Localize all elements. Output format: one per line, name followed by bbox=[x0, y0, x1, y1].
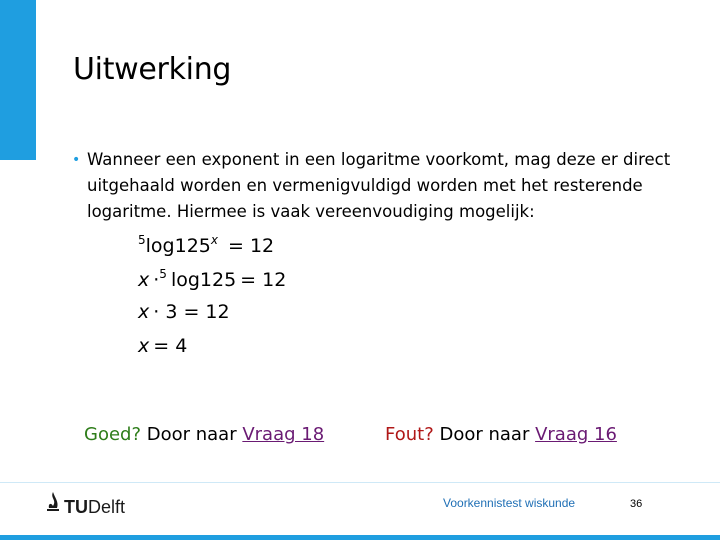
logo-delft-text: Delft bbox=[88, 497, 126, 517]
correct-prompt: Door naar bbox=[141, 424, 243, 445]
link-vraag-16[interactable]: Vraag 16 bbox=[535, 424, 617, 445]
correct-answer-row bbox=[84, 424, 324, 445]
multiply-dot: · bbox=[153, 269, 160, 291]
log-base: 5 bbox=[159, 267, 167, 281]
link-vraag-18[interactable]: Vraag 18 bbox=[242, 424, 325, 445]
math-derivation bbox=[138, 233, 286, 369]
logo-tu-text: TU bbox=[64, 497, 88, 517]
correct-label: Goed? bbox=[84, 424, 142, 445]
bullet-paragraph bbox=[72, 147, 692, 225]
variable: x bbox=[138, 301, 150, 323]
exponent: x bbox=[210, 233, 218, 247]
page-number: 36 bbox=[630, 498, 643, 510]
rhs: = 12 bbox=[227, 235, 275, 257]
expression: = 4 bbox=[153, 335, 188, 357]
wrong-prompt: Door naar bbox=[433, 424, 536, 445]
bullet-text: Wanneer een exponent in een logaritme voorkomt, mag deze er direct uitgehaald worden en vermenigvuldigd worden met het resterende logaritme. Hiermee is vaak vereenvoudiging mogelijk: bbox=[87, 150, 671, 221]
math-line-2 bbox=[138, 267, 286, 301]
wrong-label: Fout? bbox=[385, 424, 434, 445]
math-line-3 bbox=[138, 301, 286, 335]
tu-delft-logo bbox=[44, 488, 125, 518]
rhs: = 12 bbox=[240, 269, 287, 291]
log-expression: log125 bbox=[170, 269, 237, 291]
variable: x bbox=[138, 335, 150, 357]
footer-course-name: Voorkennistest wiskunde bbox=[443, 496, 576, 510]
footer-divider bbox=[0, 482, 720, 483]
slide-title: Uitwerking bbox=[73, 52, 232, 87]
log-base: 5 bbox=[138, 233, 146, 247]
log-expression: log125 bbox=[145, 235, 211, 257]
footer-accent-line bbox=[0, 535, 720, 540]
math-line-4 bbox=[138, 335, 286, 369]
tu-delft-flame-icon bbox=[44, 490, 62, 518]
accent-bar bbox=[0, 0, 36, 160]
math-line-1 bbox=[138, 233, 286, 267]
variable: x bbox=[138, 269, 150, 291]
bullet-dot-icon: • bbox=[72, 152, 81, 168]
expression: · 3 = 12 bbox=[153, 301, 230, 323]
wrong-answer-row bbox=[385, 424, 617, 445]
